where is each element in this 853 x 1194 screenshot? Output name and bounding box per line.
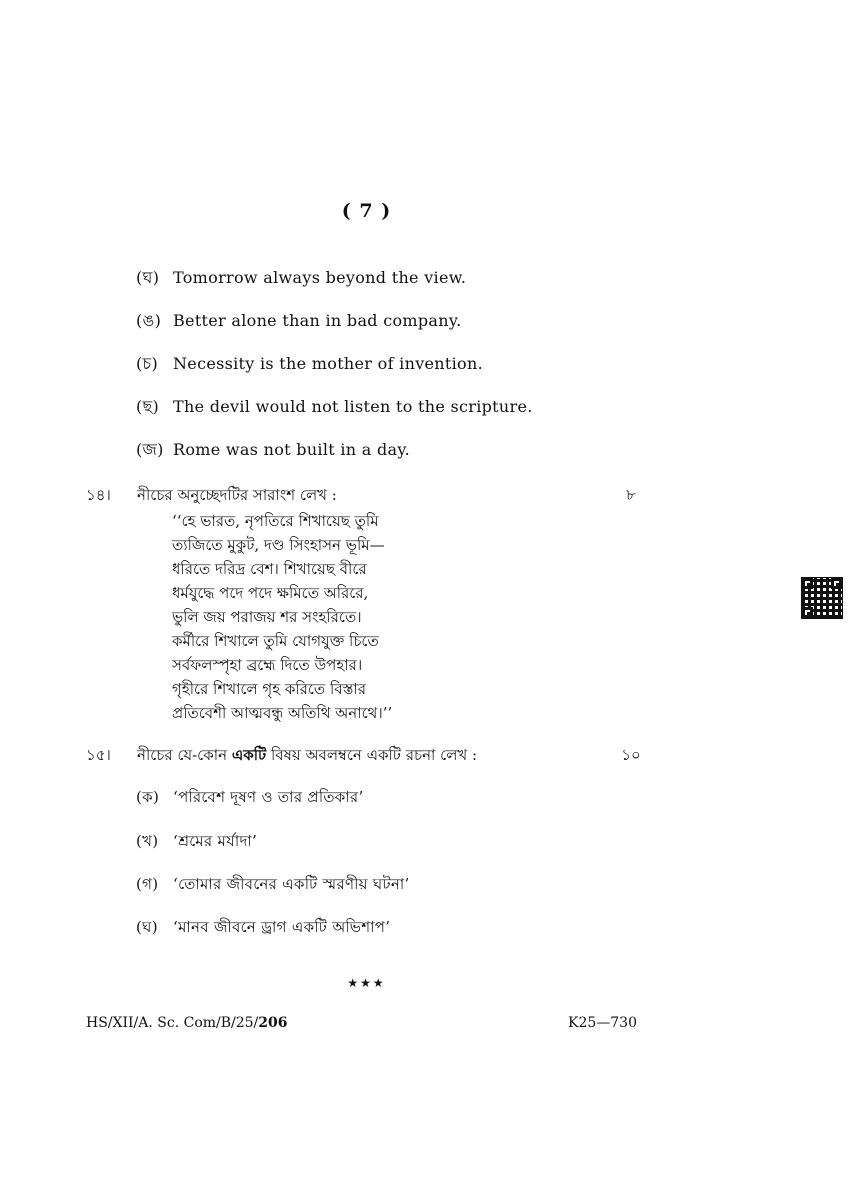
qr-finder (831, 578, 842, 589)
poem-line: ধরিতে দরিদ্র বেশ। শিখায়েছ বীরে (172, 560, 367, 578)
question-14-marks: ৮ (626, 486, 636, 504)
option-text: ‘পরিবেশ দূষণ ও তার প্রতিকার’ (173, 788, 364, 806)
poem-line: ধর্মযুদ্ধে পদে পদে ক্ষমিতে অরিরে, (172, 584, 369, 602)
option-marker: (খ) (136, 832, 159, 850)
question-15-prompt (137, 744, 477, 769)
essay-option (136, 873, 410, 898)
poem-line: সর্বফলস্পৃহা ব্রহ্মে দিতে উপহার। (172, 656, 363, 674)
question-15-marks: ১০ (621, 746, 641, 764)
paper-code-prefix: HS/XII/A. Sc. Com/B/25/ (86, 1015, 259, 1031)
qr-finder (802, 607, 813, 618)
item-marker: (জ) (136, 440, 164, 459)
essay-option (136, 786, 364, 811)
option-marker: (ঘ) (136, 918, 158, 936)
item-marker: (ঙ) (136, 311, 162, 330)
footer-print-code: K25—730 (568, 1015, 637, 1031)
poem-line: কর্মীরে শিখালে তুমি যোগযুক্ত চিতে (172, 632, 379, 650)
proverb-item (136, 265, 466, 292)
poem-line: প্রতিবেশী আত্মবন্ধু অতিথি অনাথে।’’ (172, 704, 393, 722)
prompt-emphasis: একটি (231, 746, 267, 764)
item-marker: (চ) (136, 354, 159, 373)
option-marker: (গ) (136, 875, 159, 893)
item-marker: (ঘ) (136, 268, 160, 287)
essay-option (136, 916, 390, 941)
qr-code (801, 577, 843, 619)
poem-line: ‘‘হে ভারত, নৃপতিরে শিখায়েছ তুমি (172, 512, 379, 530)
page-number: ( 7 ) (341, 200, 392, 222)
proverb-item (136, 394, 533, 421)
footer-paper-code (86, 1015, 288, 1031)
item-text: The devil would not listen to the scripture. (173, 397, 533, 416)
prompt-text: বিষয় অবলম্বনে একটি রচনা লেখ : (266, 746, 478, 764)
option-text: ‘মানব জীবনে ড্রাগ একটি অভিশাপ’ (173, 918, 391, 936)
paper-code-number: 206 (258, 1015, 288, 1031)
poem-line: ত্যজিতে মুকুট, দণ্ড সিংহাসন ভূমি— (172, 536, 385, 554)
end-marker: ★★★ (347, 976, 386, 990)
proverb-item (136, 437, 410, 464)
question-15-number: ১৫। (86, 746, 111, 764)
option-marker: (ক) (136, 788, 160, 806)
option-text: ‘তোমার জীবনের একটি স্মরণীয় ঘটনা’ (173, 875, 410, 893)
prompt-text: নীচের যে-কোন (137, 746, 232, 764)
question-14-number: ১৪। (86, 486, 111, 504)
qr-finder (802, 578, 813, 589)
item-text: Rome was not built in a day. (173, 440, 411, 459)
item-text: Better alone than in bad company. (173, 311, 462, 330)
item-text: Necessity is the mother of invention. (173, 354, 483, 373)
item-text: Tomorrow always beyond the view. (173, 268, 467, 287)
option-text: ‘শ্রমের মর্যাদা’ (173, 832, 258, 850)
proverb-item (136, 308, 461, 335)
item-marker: (ছ) (136, 397, 160, 416)
essay-option (136, 830, 257, 855)
poem-line: ভুলি জয় পরাজয় শর সংহরিতে। (172, 608, 362, 626)
question-14-prompt: নীচের অনুচ্ছেদটির সারাংশ লেখ : (137, 486, 337, 504)
poem-line: গৃহীরে শিখালে গৃহ করিতে বিস্তার (172, 680, 366, 698)
proverb-item (136, 351, 483, 378)
